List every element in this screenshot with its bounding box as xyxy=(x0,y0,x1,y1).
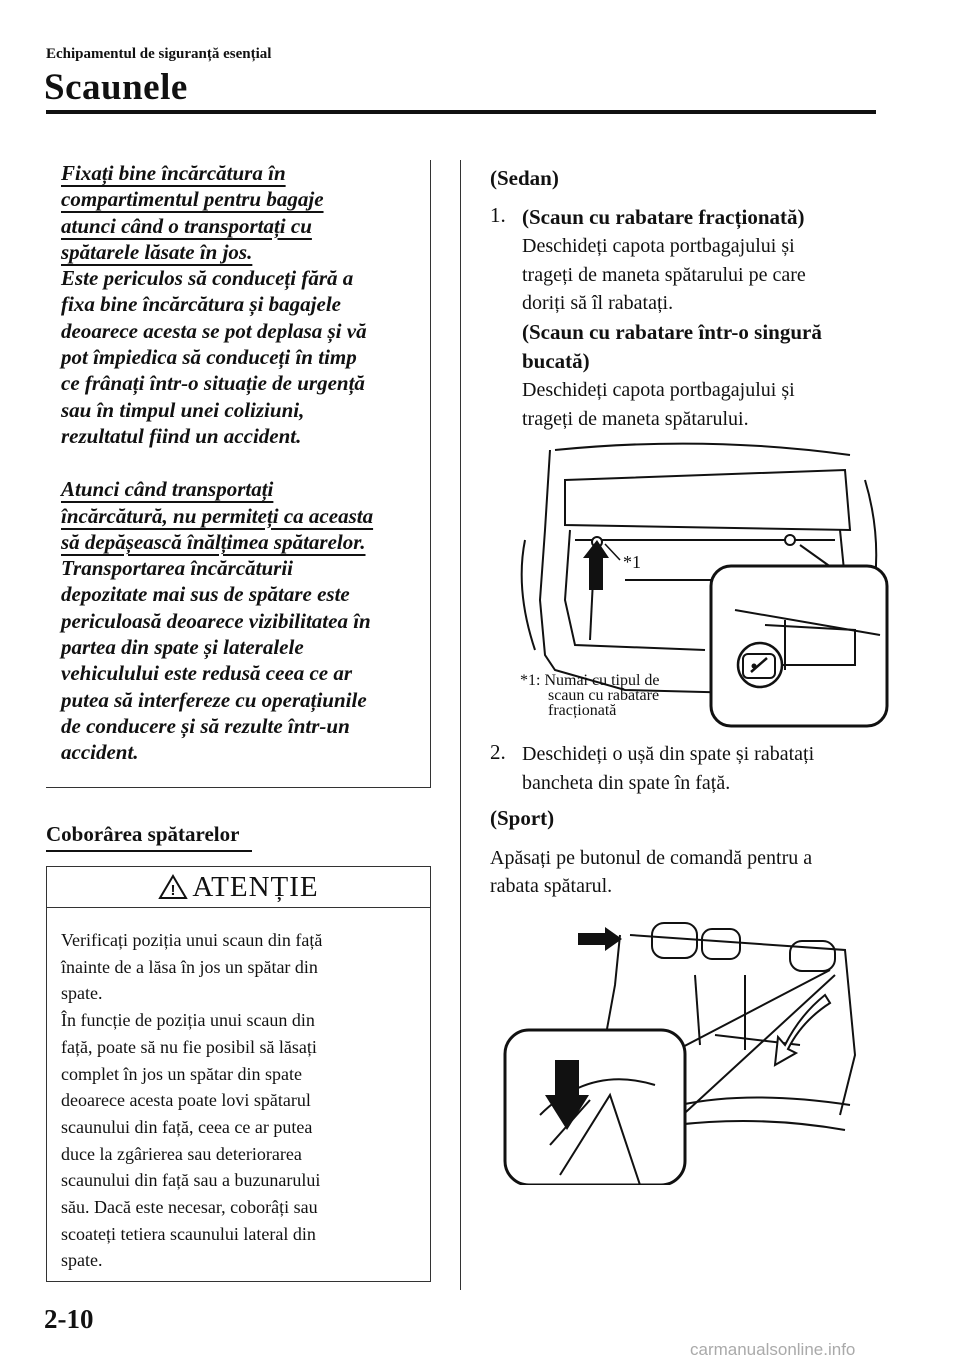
warning-line: spătarele lăsate în jos. xyxy=(61,239,253,264)
warning-line: de conducere și să rezulte într-un xyxy=(61,713,350,738)
warning-line: pot împiedica să conduceți în timp xyxy=(61,345,357,370)
caution-header xyxy=(47,867,430,908)
warning-line: accident. xyxy=(61,740,139,765)
warning-line: partea din spate și lateralele xyxy=(61,635,304,660)
caution-symbol: ! xyxy=(170,882,176,899)
warning-line: Este periculos să conduceți fără a xyxy=(61,266,354,291)
caution-line: față, poate să nu fie posibil să lăsați xyxy=(61,1036,317,1057)
note-line: fracționată xyxy=(548,702,617,719)
warning-line: încărcătură, nu permiteți ca aceasta xyxy=(61,503,374,528)
folding-heading: Coborârea spătarelor xyxy=(46,822,240,846)
warning-triangle-icon xyxy=(158,874,188,900)
figure-callout: *1 xyxy=(623,552,641,572)
warning-line: Transportarea încărcăturii xyxy=(61,556,294,581)
warning-line: Atunci când transportați xyxy=(61,477,274,502)
warning-box xyxy=(46,160,431,788)
text-line: Deschideți capota portbagajului și xyxy=(522,379,795,401)
sedan-heading: (Sedan) xyxy=(490,166,559,190)
text-line: (Scaun cu rabatare într-o singură xyxy=(522,320,822,344)
step1-text-a xyxy=(522,232,902,318)
text-line: doriți să îl rabatați. xyxy=(522,292,674,314)
text-line: trageți de maneta spătarului. xyxy=(522,407,749,430)
caution-body xyxy=(61,927,421,1274)
warning-line: putea să interfereze cu operațiunile xyxy=(61,687,367,712)
caution-line: Verificați poziția unui scaun din față xyxy=(61,930,323,950)
caution-line: duce la zgârierea sau deteriorarea xyxy=(61,1143,302,1164)
section-label: Echipamentul de siguranță esențial xyxy=(46,46,272,62)
header-rule xyxy=(46,110,876,114)
column-divider xyxy=(460,160,461,1290)
warning-line: ce frânați într-o situație de urgență xyxy=(61,371,365,396)
warning-line: compartimentul pentru bagaje xyxy=(61,187,324,212)
warning-line: Fixați bine încărcătura în xyxy=(61,161,286,185)
heading-rule xyxy=(46,850,252,852)
caution-box xyxy=(46,866,431,1282)
caution-line: său. Dacă este necesar, coborâți sau xyxy=(61,1197,318,1218)
caution-line: spate. xyxy=(61,983,103,1004)
step1-text-b xyxy=(522,376,902,433)
caution-title: ATENȚIE xyxy=(192,870,319,903)
warning-line: vehiculului este redusă ceea ce ar xyxy=(61,661,353,686)
warning-text xyxy=(61,160,426,766)
text-line: trageți de maneta spătarului pe care xyxy=(522,263,806,286)
caution-line: scaunului din față sau a buzunarului xyxy=(61,1170,321,1191)
caution-line: scaunului din față, ceea ce ar putea xyxy=(61,1116,313,1137)
caution-line: deoarece acesta poate lovi spătarul xyxy=(61,1090,311,1111)
step1-title-a: (Scaun cu rabatare fracționată) xyxy=(522,205,805,229)
text-line: rabata spătarul. xyxy=(490,875,613,897)
figure-note xyxy=(520,673,710,718)
warning-line: periculoasă deoarece vizibilitatea în xyxy=(61,608,371,633)
warning-line: sau în timpul unei coliziuni, xyxy=(61,397,305,422)
page-number: 2-10 xyxy=(44,1304,94,1334)
caution-line: înainte de a lăsa în jos un spătar din xyxy=(61,956,318,977)
step-number: 1. xyxy=(490,203,506,227)
caution-line: complet în jos un spătar din spate xyxy=(61,1063,302,1084)
warning-line: rezultatul fiind un accident. xyxy=(61,423,302,448)
sport-text xyxy=(490,844,910,900)
warning-line: atunci când o transportați cu xyxy=(61,213,312,238)
warning-line: să depășească înălțimea spătarelor. xyxy=(61,529,366,554)
warning-line: fixa bine încărcătura și bagajele xyxy=(61,292,341,317)
warning-line: deoarece acesta se pot deplasa și vă xyxy=(61,318,367,343)
text-line: Deschideți o ușă din spate și rabatați xyxy=(522,743,815,765)
warning-line: depozitate mai sus de spătare este xyxy=(61,582,350,607)
watermark: carmanualsonline.info xyxy=(690,1340,856,1359)
text-line: bancheta din spate în față. xyxy=(522,771,731,794)
text-line: Apăsați pe butonul de comandă pentru a xyxy=(490,847,813,869)
sport-heading: (Sport) xyxy=(490,806,555,830)
caution-line: scoateți tetiera scaunului lateral din xyxy=(61,1223,316,1244)
step1-title-b xyxy=(522,318,902,375)
step-number: 2. xyxy=(490,740,506,764)
text-line: bucată) xyxy=(522,348,590,373)
caution-line: spate. xyxy=(61,1250,103,1271)
text-line: Deschideți capota portbagajului și xyxy=(522,235,795,257)
note-line: *1: Numai cu tipul de xyxy=(520,672,660,689)
seat-illustration xyxy=(500,915,880,1185)
note-line: scaun cu rabatare xyxy=(548,687,660,704)
caution-line: În funcție de poziția unui scaun din xyxy=(61,1010,315,1031)
step2-text xyxy=(522,740,902,797)
page-title: Scaunele xyxy=(44,67,188,108)
